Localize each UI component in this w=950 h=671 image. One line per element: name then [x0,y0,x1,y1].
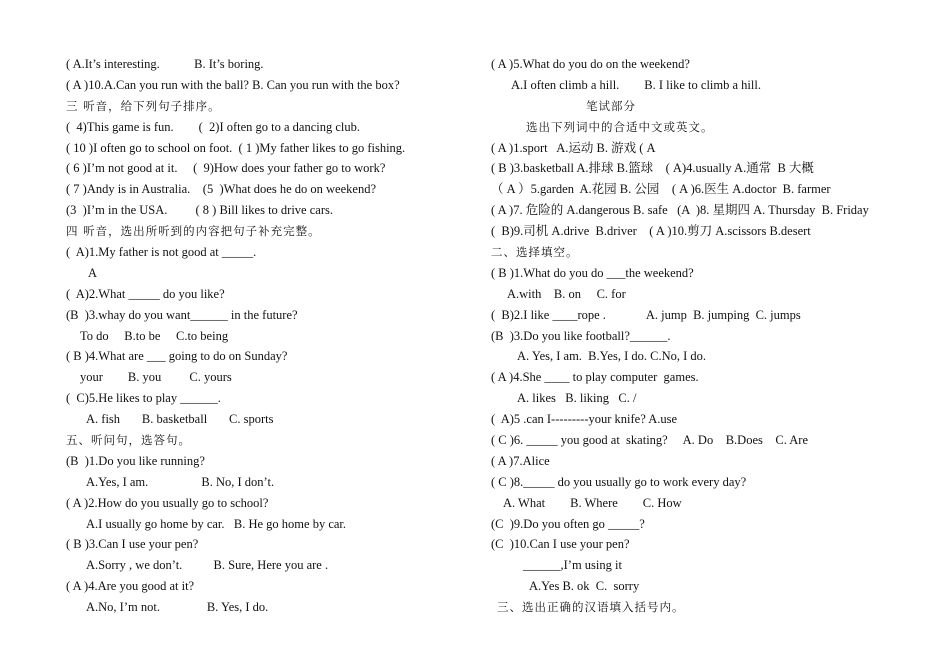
right-column-line: ( C )6. _____ you good at skating? A. Do B.Does C. Are [491,433,808,448]
right-column-line: A. What B. Where C. How [503,495,682,510]
right-column-line: ( A)5 .can I---------your knife? A.use [491,412,678,427]
right-column-line: （ A ）5.garden A.花园 B. 公园 ( A )6.医生 A.doctor B. farmer [491,182,831,197]
right-column-line: ( B )3.basketball A.排球 B.篮球 ( A)4.usually A.通常 B 大概 [491,161,814,176]
right-column-line: A.Yes B. ok C. sorry [529,579,640,594]
left-column-line: A.No, I’m not. B. Yes, I do. [86,600,269,615]
left-column-line: A.Sorry , we don’t. B. Sure, Here you are . [86,558,329,573]
right-column-line: ( B )1.What do you do ___the weekend? [491,265,694,280]
left-column-line: ( B )4.What are ___ going to do on Sunday? [66,349,288,364]
right-column-line: (C )9.Do you often go _____? [491,516,645,531]
right-column-line: 选出下列词中的合适中文或英文。 [526,119,714,134]
right-column-line: ______,I’m using it [523,558,622,573]
left-column-line: ( A.It’s interesting. B. It’s boring. [66,57,264,71]
right-column-line: ( A )7.Alice [491,453,550,468]
left-column-line: ( 6 )I’m not good at it. ( 9)How does your father go to work? [66,161,386,176]
left-column-line: ( 10 )I often go to school on foot. ( 1 )My father likes to go fishing. [66,140,406,155]
left-column-line: ( A )4.Are you good at it? [66,579,195,594]
right-column-line: 二、选择填空。 [491,245,579,260]
right-column-line: ( A )1.sport A.运动 B. 游戏 ( A [491,140,656,155]
left-column-line: ( 4)This game is fun. ( 2)I often go to a dancing club. [66,119,361,134]
left-column-line: ( A)2.What _____ do you like? [66,286,225,301]
right-column-line: (B )3.Do you like football?______. [491,328,671,343]
right-column-line: ( A )5.What do you do on the weekend? [491,57,690,71]
left-column-line: ( 7 )Andy is in Australia. (5 )What does he do on weekend? [66,182,376,197]
left-column-line: 三 听音，给下列句子排序。 [66,98,221,113]
right-column-line: (C )10.Can I use your pen? [491,537,630,552]
left-column-line: your B. you C. yours [80,370,232,385]
left-column-line: ( B )3.Can I use your pen? [66,537,199,552]
left-column-line: ( A )2.How do you usually go to school? [66,495,269,510]
left-column-line: (B )1.Do you like running? [66,453,205,468]
right-column-line: A.with B. on C. for [507,286,626,301]
right-column-line: 三、选出正确的汉语填入括号内。 [497,600,685,615]
left-column-line: ( A)1.My father is not good at _____. [66,245,257,260]
left-column-line: A.Yes, I am. B. No, I don’t. [86,474,275,489]
left-column-line: ( A )10.A.Can you run with the ball? B. Can you run with the box? [66,77,400,92]
right-column-line: ( B)2.I like ____rope . A. jump B. jumping C. jumps [491,307,801,322]
right-column [491,54,911,618]
left-column-line: A. fish B. basketball C. sports [86,412,274,427]
right-column-line: ( A )7. 危险的 A.dangerous B. safe (A )8. 星期四 A. Thursday B. Friday [491,203,869,218]
left-column-line: (B )3.whay do you want______ in the future? [66,307,298,322]
right-column-line: A. likes B. liking C. / [517,391,637,406]
right-column-line: ( B)9.司机 A.drive B.driver ( A )10.剪刀 A.scissors B.desert [491,224,811,239]
right-column-line: ( A )4.She ____ to play computer games. [491,370,699,385]
left-column-line: A [88,265,98,280]
left-column-line: (3 )I’m in the USA. ( 8 ) Bill likes to drive cars. [66,203,333,218]
left-column-line: A.I usually go home by car. B. He go home by car. [86,516,347,531]
left-column-line: 五、听问句，选答句。 [66,433,191,448]
right-column-line: A.I often climb a hill. B. I like to climb a hill. [511,77,761,92]
right-column-line: 笔试部分 [586,98,636,113]
right-column-line: A. Yes, I am. B.Yes, I do. C.No, I do. [517,349,707,364]
right-column-line: ( C )8._____ do you usually go to work every day? [491,474,747,489]
left-column [66,54,466,618]
left-column-line: ( C)5.He likes to play ______. [66,391,221,406]
left-column-line: To do B.to be C.to being [80,328,229,343]
left-column-line: 四 听音，选出所听到的内容把句子补充完整。 [66,224,321,239]
